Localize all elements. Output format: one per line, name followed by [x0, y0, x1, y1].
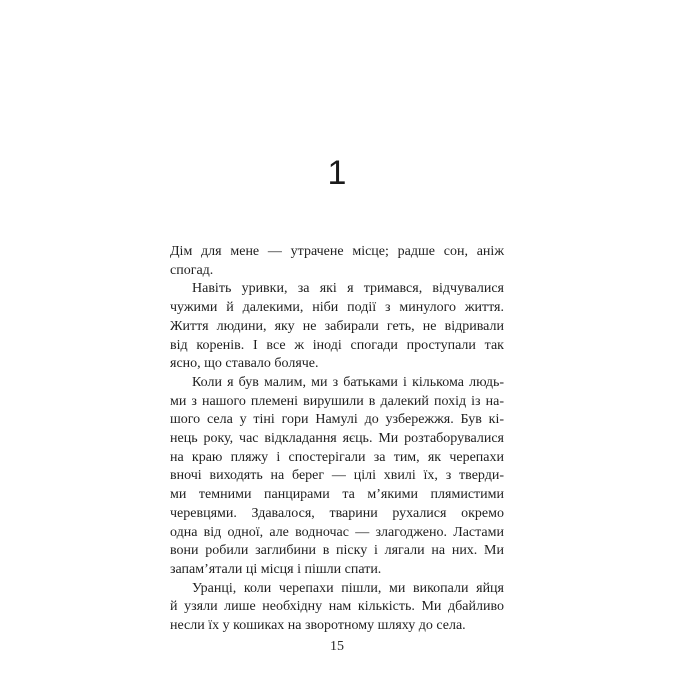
text-line: Коли я був малим, ми з батьками і кількома людь- — [192, 374, 504, 390]
page-number: 15 — [330, 639, 344, 654]
chapter-number: 1 — [327, 154, 347, 192]
text-line: запам’ятали ці місця і пішли спати. — [170, 561, 382, 577]
text-line: ми з нашого племені вирушили в далекий похід із на- — [170, 393, 504, 409]
text-line: вони робили заглибини в піску і лягали на них. Ми — [170, 543, 504, 559]
text-line: ми темними панцирами та м’якими плямистими — [170, 487, 504, 503]
text-line: вночі виходять на берег — цілі хвилі їх, з тверди- — [170, 468, 504, 484]
text-line: чужими й далекими, ніби події з минулого життя. — [170, 300, 504, 316]
text-line: Дім для мене — утрачене місце; радше сон, аніж — [170, 244, 504, 259]
text-block — [170, 243, 504, 636]
text-line: одна від одної, але водночас — злагоджено. Ластами — [170, 524, 504, 540]
text-line: шого села у тіні гори Намулі до узбережжя. Був кі- — [170, 412, 504, 428]
text-line: Навіть уривки, за які я тримався, відчувалися — [192, 281, 504, 297]
text-line: Життя людини, яку не забирали геть, не відривали — [170, 318, 504, 334]
text-line: на краю пляжу і спостерігали за тим, як черепахи — [170, 449, 504, 465]
text-line: нець року, час відкладання яєць. Ми розтаборувалися — [170, 431, 504, 447]
text-line: Уранці, коли черепахи пішли, ми викопали яйця — [192, 580, 504, 596]
text-line: несли їх у кошиках на зворотному шляху до села. — [170, 618, 466, 634]
text-line: черевцями. Здавалося, тварини рухалися окремо — [170, 505, 504, 521]
text-line: ясно, що ставало боляче. — [170, 356, 319, 372]
text-line: від коренів. І все ж іноді спогади проступали так — [170, 337, 504, 353]
text-line: й узяли лише необхідну нам кількість. Ми дбайливо — [170, 599, 504, 615]
text-line: спогад. — [170, 262, 214, 278]
